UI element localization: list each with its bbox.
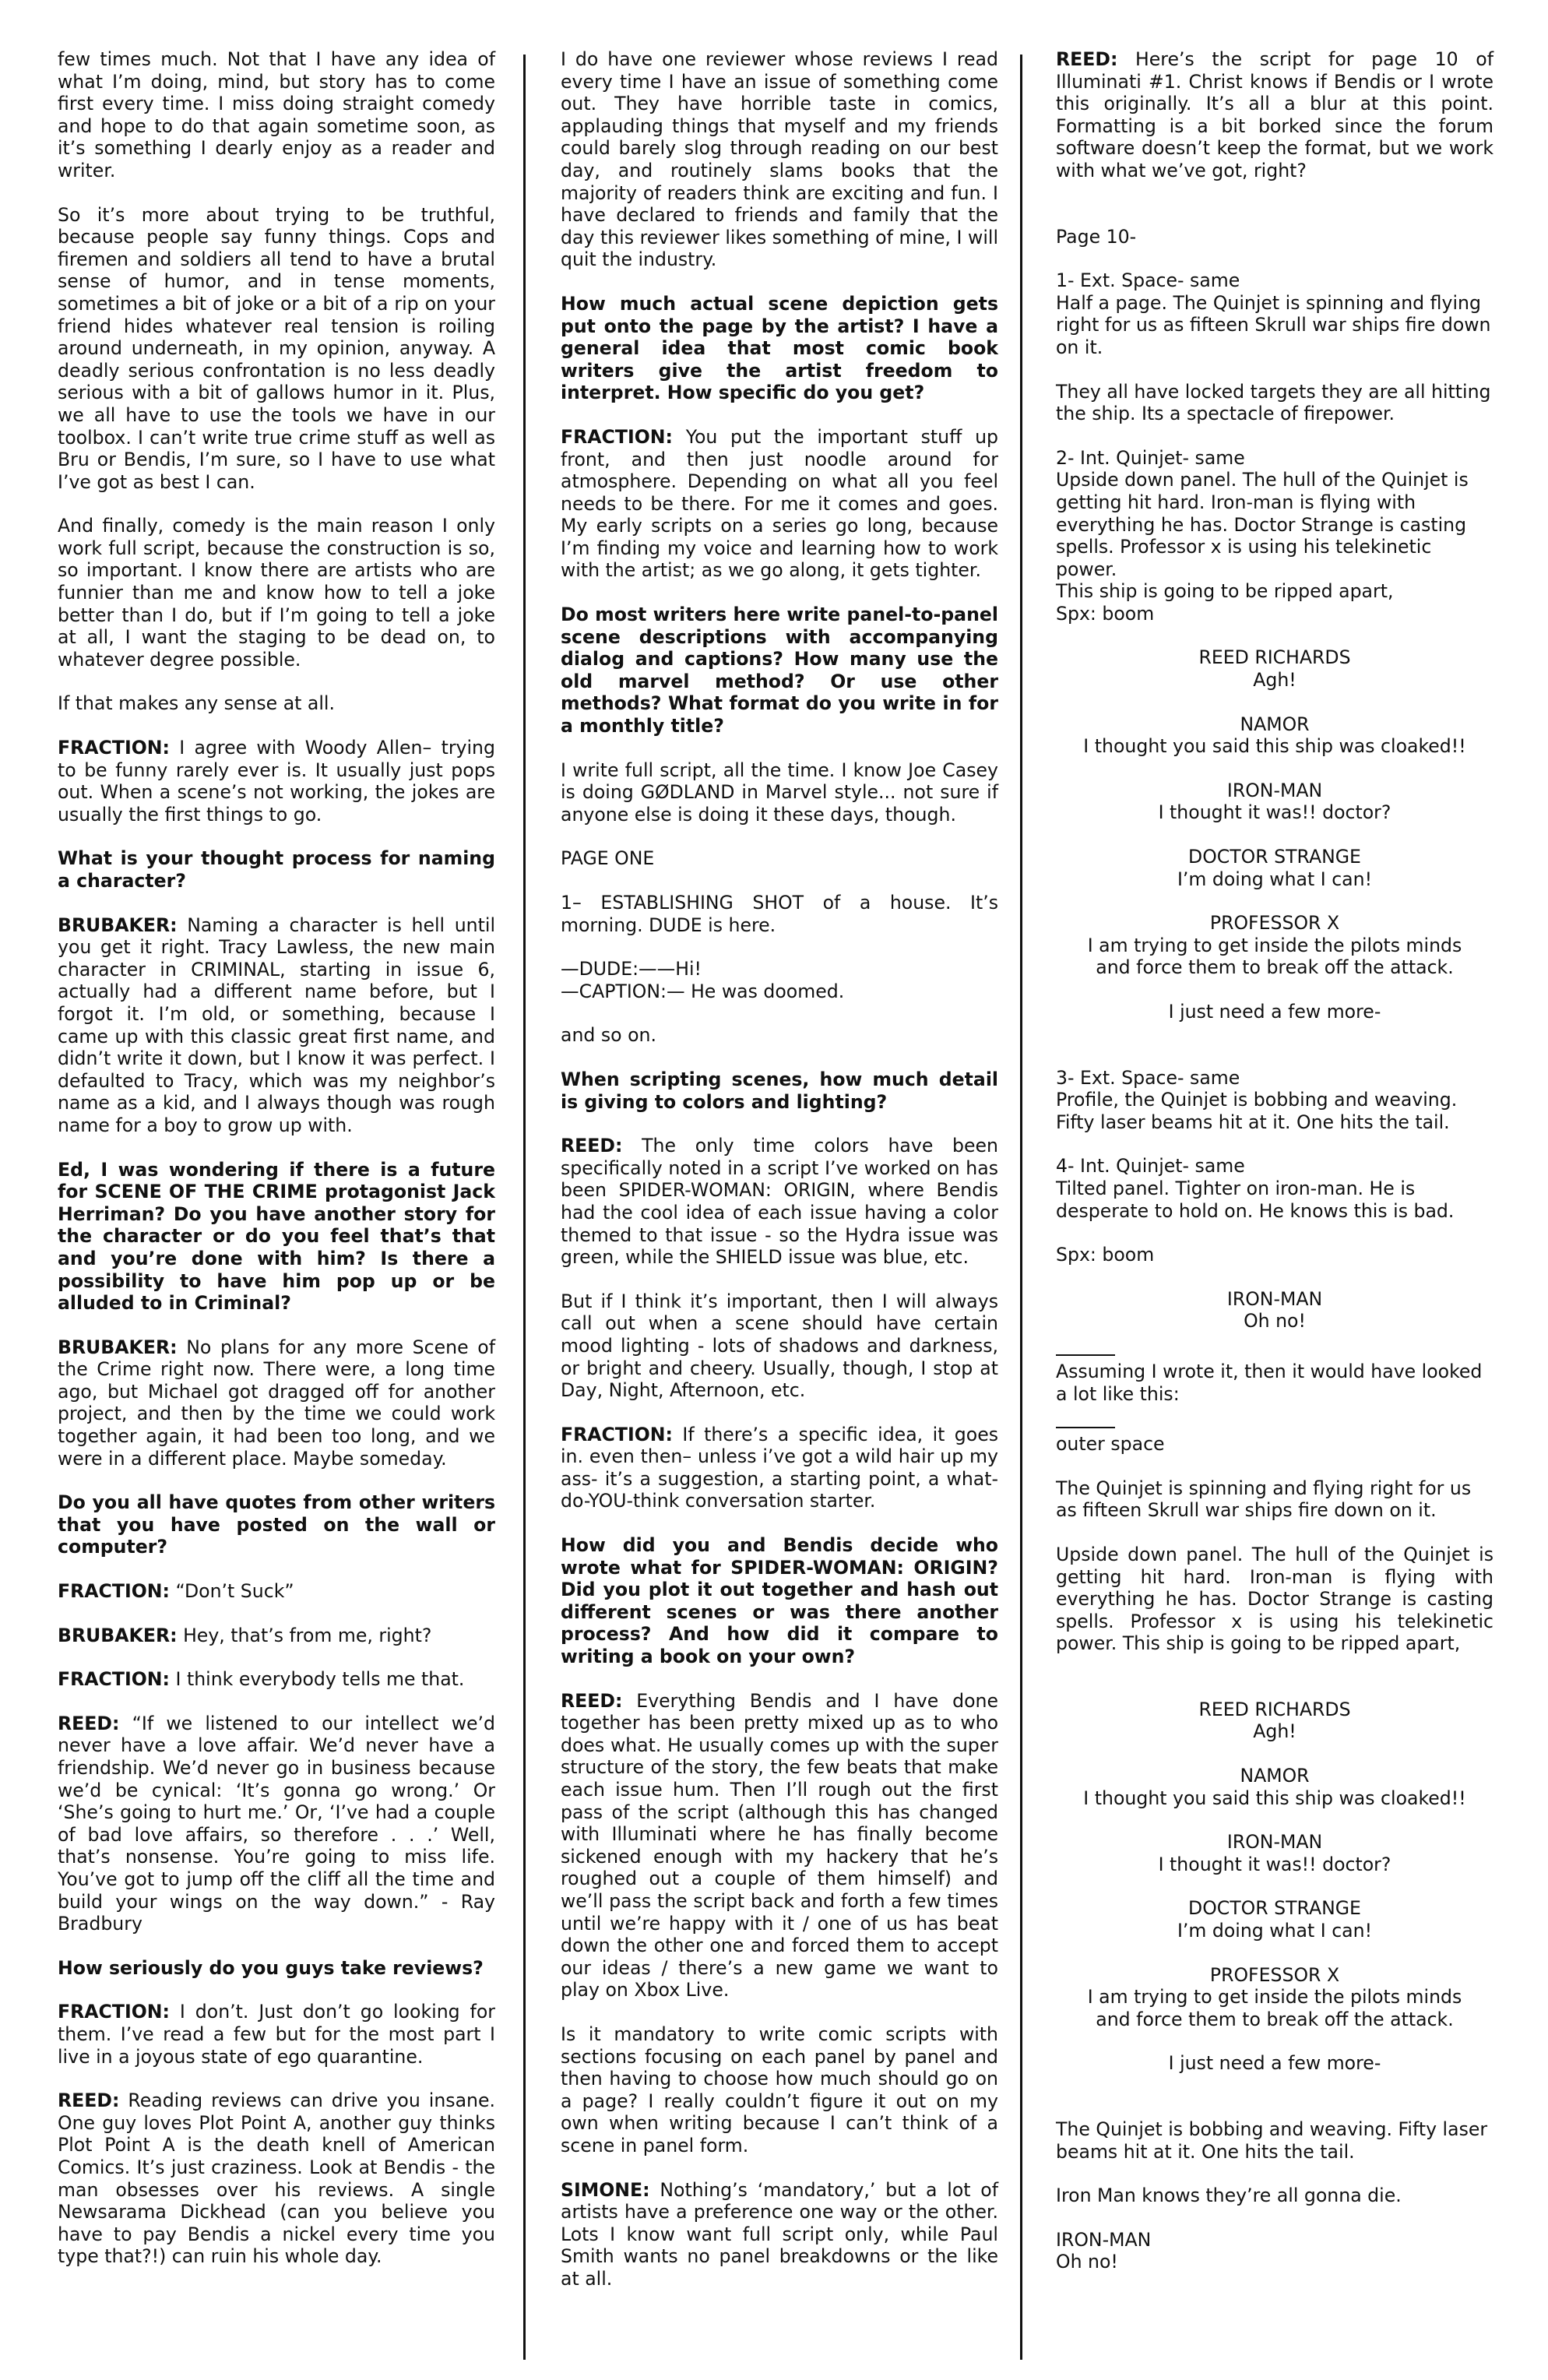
speaker-name: FRACTION:: [58, 1580, 170, 1603]
character-name: DOCTOR STRANGE: [1188, 1897, 1361, 1920]
script-line: Spx: boom: [1056, 602, 1155, 625]
script-line: Upside down panel. The hull of the Quinjet is getting hit hard. Iron-man is flying with everything he has. Doctor Strange is casting spells. Professor x is using his telekinetic power.: [1056, 469, 1469, 580]
answer-text: I think everybody tells me that.: [175, 1668, 465, 1691]
spacer: [1056, 1677, 1493, 1699]
answer-text: Reading reviews can drive you insane. One guy loves Plot Point A, another guy thinks Plot Point A is the death knell of American Comics. It’s just craziness. Look at Bendis - the man obsesses over his reviews. A single Newsarama Dickhead (can you believe you have to pay Bendis a nickel every time you type that?!) can ruin his whole day.: [58, 2090, 495, 2268]
dialogue-block: [1056, 1765, 1493, 1809]
paragraph: Upside down panel. The hull of the Quinjet is getting hit hard. Iron-man is flying with everything he has. Doctor Strange is casting spells. Professor x is using his telekinetic power. This ship is going to be ripped apart,: [1056, 1543, 1493, 1655]
character-name: REED RICHARDS: [1198, 646, 1351, 669]
paragraph: If that makes any sense at all.: [58, 692, 335, 715]
answer-text: Naming a character is hell until you get it right. Tracy Lawless, the new main character in CRIMINAL, starting in issue 6, actually had a different name before, but I forgot it. I’m old, or something, because I came up with this classic great first name, and didn’t write it down, but I know it was perfect. I defaulted to Tracy, which was my neighbor’s name as a kid, and I always though was rough name for a boy to grow up with.: [58, 914, 495, 1136]
dialogue-block: [1056, 912, 1493, 979]
spacer: [1056, 204, 1493, 226]
dialogue-block: [1056, 646, 1493, 691]
separator-rule: [1056, 1427, 1115, 1428]
speaker-name: REED:: [561, 1135, 623, 1157]
dialogue-block: [1056, 1897, 1493, 1942]
character-name: NAMOR: [1240, 1765, 1310, 1787]
answer-text: Everything Bendis and I have done together has been pretty mixed up as to who does what. He usually comes up with the super structure of the story, the few beats that make each issue hum. Then I’ll rough out the first pass of the script (although this has changed with Illuminati where he has finally become sickened enough with my hackery that he’s roughed out a couple of them himself) and we’ll pass the script back and forth a few times until we’re happy with it / one of us has beat down the other one and forced them to accept our ideas / there’s a new game we want to play on Xbox Live.: [561, 1689, 998, 2002]
script-line: Oh no!: [1056, 2251, 1118, 2273]
speaker-name: REED:: [1056, 48, 1118, 70]
answer-text: You put the important stuff up front, and then just noodle around for atmosphere. Depending on what all you feel needs to be there. For me it comes and goes. My early scripts on a series go long, because I’m finding my voice and learning how to work with the artist; as we go along, it gets tighter.: [561, 425, 999, 582]
interview-question: How much actual scene depiction gets put onto the page by the artist? I have a general idea that most comic book writers give the artist freedom to interpret. How specific do you get?: [561, 292, 998, 404]
script-line: Profile, the Quinjet is bobbing and weaving. Fifty laser beams hit at it. One hits the tail.: [1056, 1089, 1458, 1133]
dialogue-block: [1056, 846, 1493, 890]
paragraph: They all have locked targets they are all hitting the ship. Its a spectacle of firepower.: [1056, 380, 1491, 425]
paragraph: I write full script, all the time. I know Joe Casey is doing GØDLAND in Marvel style... not sure if anyone else is doing it these days, though.: [561, 759, 998, 826]
dialogue-line: Oh no!: [1244, 1310, 1306, 1333]
paragraph: So it’s more about trying to be truthful, because people say funny things. Cops and firemen and soldiers all tend to have a brutal sense of humor, and in tense moments, sometimes a bit of joke or a bit of a rip on your friend hides whatever real tension is roiling around underneath, in my opinion, anyway. A deadly serious confrontation is no less deadly serious with a bit of gallows humor in it. Plus, we all have to use the tools we have in our toolbox. I can’t write true crime stuff as well as Bru or Bendis, I’m sure, so I have to use what I’ve got as best I can.: [58, 203, 495, 493]
column-divider: [523, 55, 526, 2360]
interview-answer: [58, 1336, 495, 1470]
dialogue-block: [1056, 713, 1493, 758]
script-block: [1056, 1155, 1493, 1222]
script-block: [1056, 2229, 1493, 2273]
dialogue-line: and force them to break off the attack.: [1096, 2008, 1454, 2030]
text-column-left: [58, 48, 495, 2290]
interview-answer: [58, 1713, 495, 1935]
separator-rule: [1056, 1354, 1115, 1356]
dialogue-block: [1056, 1001, 1493, 1023]
script-line: 1- Ext. Space- same: [1056, 269, 1240, 292]
dialogue-line: I’m doing what I can!: [1177, 868, 1373, 890]
paragraph: The Quinjet is spinning and flying right for us as fifteen Skrull war ships fire down on it.: [1056, 1477, 1472, 1522]
character-name: IRON-MAN: [1226, 779, 1323, 801]
dialogue-line: Agh!: [1253, 669, 1296, 692]
answer-text: “If we listened to our intellect we’d never have a love affair. We’d never have a friendship. We’d never go in business because we’d be cynical: ‘It’s gonna go wrong.’ Or ‘She’s going to hurt me.’ Or, ‘I’ve had a couple of bad love affairs, so therefore . . .’ Well, that’s nonsense. You’re going to miss life. You’ve got to jump off the cliff all the time and build your wings on the way down.” - Ray Bradbury: [58, 1712, 495, 1935]
character-name: IRON-MAN: [1226, 1831, 1323, 1854]
column-divider: [1020, 55, 1022, 2360]
speaker-name: FRACTION:: [561, 1423, 673, 1445]
interview-question: How seriously do you guys take reviews?: [58, 1956, 484, 1979]
dialogue-line: I thought it was!! doctor?: [1158, 801, 1391, 824]
answer-text: I don’t. Just don’t go looking for them. I’ve read a few but for the most part I live in a joyous state of ego quarantine.: [58, 2001, 495, 2068]
interview-answer: [58, 737, 495, 826]
script-block: [561, 958, 998, 1002]
dialogue-block: [1056, 780, 1493, 824]
interview-question: What is your thought process for naming a character?: [58, 847, 495, 892]
interview-answer: [58, 1668, 495, 1691]
paragraph: and so on.: [561, 1024, 657, 1047]
script-line: —CAPTION:— He was doomed.: [561, 980, 845, 1002]
script-line: 4- Int. Quinjet- same: [1056, 1155, 1245, 1178]
interview-question: Ed, I was wondering if there is a future for SCENE OF THE CRIME protagonist Jack Herriman? Do you have another story for the character or do you feel that’s that and you’re done with him? Is there a possibility to have him pop up or be alluded to in Criminal?: [58, 1158, 495, 1315]
interview-answer: [561, 1135, 998, 1269]
interview-answer: [561, 426, 998, 582]
paragraph: But if I think it’s important, then I will always call out when a scene should have certain mood lighting - lots of shadows and darkness, or bright and cheery. Usually, though, I stop at Day, Night, Afternoon, etc.: [561, 1290, 998, 1402]
answer-text: Nothing’s ‘mandatory,’ but a lot of artists have a preference one way or the other. Lots I know want full script only, while Paul Smith wants no panel breakdowns or the like at all.: [561, 2178, 999, 2290]
dialogue-line: I thought it was!! doctor?: [1158, 1853, 1391, 1875]
speaker-name: BRUBAKER:: [58, 914, 178, 936]
speaker-name: FRACTION:: [561, 425, 673, 448]
interview-answer: [58, 2090, 495, 2268]
script-line: 3- Ext. Space- same: [1056, 1066, 1240, 1089]
dialogue-line: I’m doing what I can!: [1177, 1920, 1373, 1942]
dialogue-line: I just need a few more-: [1168, 2052, 1381, 2075]
interview-answer: [561, 1690, 998, 2002]
paragraph: few times much. Not that I have any idea of what I’m doing, mind, but story has to come first every time. I miss doing straight comedy and hope to do that again sometime soon, as it’s something I dearly enjoy as a reader and writer.: [58, 48, 495, 181]
dialogue-block: [1056, 2052, 1493, 2075]
dialogue-block: [1056, 1831, 1493, 1875]
spacer: [1056, 1045, 1493, 1067]
dialogue-block: [1056, 1699, 1493, 1743]
speaker-name: BRUBAKER:: [58, 1624, 178, 1646]
speaker-name: BRUBAKER:: [58, 1336, 178, 1358]
dialogue-line: I am trying to get inside the pilots minds: [1087, 934, 1462, 956]
answer-text: I agree with Woody Allen– trying to be funny rarely ever is. It usually just pops out. When a scene’s not working, the jokes are usually the first things to go.: [58, 737, 495, 826]
dialogue-block: [1056, 1288, 1493, 1333]
spacer: [1056, 2097, 1493, 2118]
interview-answer: [58, 2001, 495, 2068]
character-name: PROFESSOR X: [1209, 912, 1340, 935]
text-column-right: [1056, 48, 1493, 2295]
paragraph: And finally, comedy is the main reason I only work full script, because the construction is so, so important. I know there are artists who are funnier than me and know how to tell a joke better than I do, but if I’m going to tell a joke at all, I want the staging to be dead on, to whatever degree possible.: [58, 515, 495, 671]
speaker-name: FRACTION:: [58, 737, 170, 759]
paragraph: Page 10-: [1056, 225, 1137, 248]
speaker-name: FRACTION:: [58, 1668, 170, 1691]
interview-answer: [58, 1580, 495, 1603]
script-line: —DUDE:——Hi!: [561, 958, 702, 981]
paragraph: I do have one reviewer whose reviews I read every time I have an issue of something come out. They have horrible taste in comics, applauding things that myself and my friends could barely slog through reading on our best day, and routinely slams books that the majority of readers think are exciting and fun. I have declared to friends and family that the day this reviewer likes something of mine, I will quit the industry.: [561, 48, 998, 271]
interview-question: How did you and Bendis decide who wrote what for SPIDER-WOMAN: ORIGIN? Did you plot it out together and hash out different scenes or was there another process? And how did it compare to writing a book on your own?: [561, 1534, 998, 1668]
interview-question: Do you all have quotes from other writers that you have posted on the wall or computer?: [58, 1491, 495, 1558]
script-line: Tilted panel. Tighter on iron-man. He is desperate to hold on. He knows this is bad.: [1056, 1177, 1455, 1222]
character-name: DOCTOR STRANGE: [1188, 846, 1361, 868]
script-block: [1056, 269, 1493, 358]
paragraph: 1– ESTABLISHING SHOT of a house. It’s morning. DUDE is here.: [561, 892, 998, 936]
dialogue-line: I just need a few more-: [1168, 1001, 1381, 1023]
character-name: IRON-MAN: [1226, 1287, 1323, 1310]
answer-text: No plans for any more Scene of the Crime right now. There were, a long time ago, but Michael got dragged off for another project, and then by the time we could work together again, it had been too long, and we were in a different place. Maybe someday.: [58, 1336, 495, 1470]
script-line: Half a page. The Quinjet is spinning and flying right for us as fifteen Skrull war ships fire down on it.: [1056, 291, 1491, 358]
dialogue-line: and force them to break off the attack.: [1096, 956, 1454, 979]
dialogue-block: [1056, 1964, 1493, 2031]
paragraph: The Quinjet is bobbing and weaving. Fifty laser beams hit at it. One hits the tail.: [1056, 2118, 1488, 2163]
interview-question: Do most writers here write panel-to-panel scene descriptions with accompanying dialog and captions? How many use the old marvel method? Or use other methods? What format do you write in for a monthly title?: [561, 604, 998, 738]
script-line: This ship is going to be ripped apart,: [1056, 580, 1394, 603]
interview-answer: [58, 914, 495, 1137]
interview-answer: [561, 1424, 998, 1512]
text-column-middle: [561, 48, 998, 2311]
interview-answer: [58, 1625, 495, 1647]
interview-answer: [561, 2179, 998, 2290]
speaker-name: REED:: [561, 1689, 623, 1712]
dialogue-line: Agh!: [1253, 1720, 1296, 1743]
paragraph: Assuming I wrote it, then it would have looked a lot like this:: [1056, 1360, 1483, 1405]
interview-question: When scripting scenes, how much detail is giving to colors and lighting?: [561, 1068, 998, 1113]
speaker-name: FRACTION:: [58, 2001, 170, 2023]
dialogue-line: I thought you said this ship was cloaked!!: [1083, 735, 1466, 758]
character-name: PROFESSOR X: [1209, 1963, 1340, 1986]
interview-answer: [1056, 48, 1493, 182]
paragraph: Is it mandatory to write comic scripts with sections focusing on each panel by panel and then having to choose how much should go on a page? I really couldn’t figure it out on my own when writing because I can’t think of a scene in panel form.: [561, 2023, 998, 2156]
script-line: 2- Int. Quinjet- same: [1056, 446, 1245, 469]
script-line: IRON-MAN: [1056, 2228, 1152, 2251]
answer-text: “Don’t Suck”: [175, 1580, 294, 1603]
paragraph: Spx: boom: [1056, 1244, 1155, 1266]
answer-text: The only time colors have been specifically noted in a script I’ve worked on has been SPIDER-WOMAN: ORIGIN, where Bendis had the cool idea of each issue having a color themed to that issue - so the Hydra issue was green, while the SHIELD issue was blue, etc.: [561, 1135, 999, 1269]
dialogue-line: I am trying to get inside the pilots minds: [1087, 1986, 1462, 2009]
character-name: NAMOR: [1240, 713, 1310, 735]
answer-text: Hey, that’s from me, right?: [183, 1624, 432, 1646]
answer-text: Here’s the script for page 10 of Illuminati #1. Christ knows if Bendis or I wrote this originally. It’s all a blur at this point. Formatting is a bit borked since the forum software doesn’t keep the format, but we work with what we’ve got, right?: [1056, 48, 1494, 181]
character-name: REED RICHARDS: [1198, 1698, 1351, 1720]
answer-text: If there’s a specific idea, it goes in. even then– unless i’ve got a wild hair up my ass- it’s a suggestion, a starting point, a what-do-YOU-think conversation starter.: [561, 1423, 999, 1512]
speaker-name: SIMONE:: [561, 2178, 650, 2201]
paragraph: outer space: [1056, 1433, 1165, 1456]
dialogue-line: I thought you said this ship was cloaked!!: [1083, 1787, 1466, 1809]
paragraph: PAGE ONE: [561, 847, 655, 870]
speaker-name: REED:: [58, 1712, 120, 1734]
script-block: [1056, 1067, 1493, 1134]
script-block: [1056, 447, 1493, 625]
paragraph: Iron Man knows they’re all gonna die.: [1056, 2185, 1402, 2207]
speaker-name: REED:: [58, 2090, 120, 2112]
